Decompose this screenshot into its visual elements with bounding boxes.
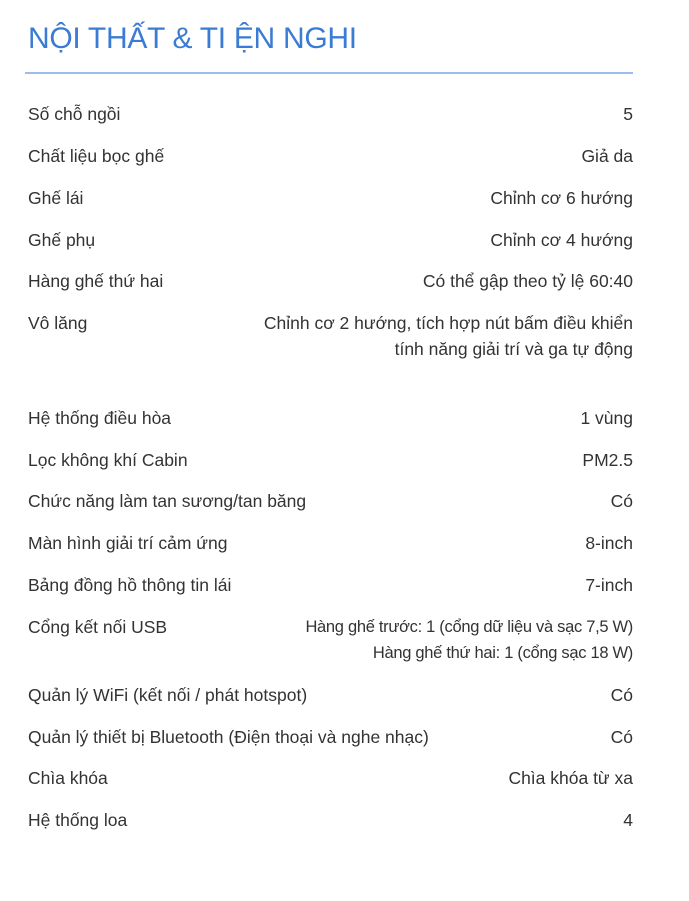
spec-label: Màn hình giải trí cảm ứng	[28, 533, 228, 553]
spec-value: Có thể gập theo tỷ lệ 60:40	[422, 271, 633, 291]
spec-value: PM2.5	[582, 450, 633, 470]
spec-label: Hệ thống loa	[28, 810, 128, 830]
spec-label: Hệ thống điều hòa	[28, 408, 172, 428]
spec-label: Chức năng làm tan sương/tan băng	[28, 491, 307, 511]
spec-row-second-row	[28, 268, 633, 294]
spec-label: Số chỗ ngồi	[28, 104, 121, 124]
spec-value: 8-inch	[585, 533, 633, 553]
spec-label: Quản lý WiFi (kết nối / phát hotspot)	[28, 685, 308, 705]
spec-row-air-conditioning	[28, 405, 633, 431]
spec-label: Cổng kết nối USB	[28, 617, 168, 637]
title-divider	[25, 72, 633, 74]
spec-row-upholstery	[28, 143, 633, 169]
spec-label: Ghế lái	[28, 188, 84, 208]
spec-row-cabin-filter	[28, 447, 633, 473]
spec-label: Bảng đồng hồ thông tin lái	[28, 575, 232, 595]
spec-label: Ghế phụ	[28, 230, 96, 250]
spec-label: Chìa khóa	[28, 768, 108, 788]
spec-value: 5	[623, 104, 633, 124]
spec-value: Hàng ghế trước: 1 (cổng dữ liệu và sạc 7,5 W) Hàng ghế thứ hai: 1 (cổng sạc 18 W)	[305, 618, 633, 662]
spec-value: Chỉnh cơ 4 hướng	[490, 230, 633, 250]
spec-row-defrost	[28, 488, 633, 514]
spec-row-driver-seat	[28, 185, 633, 211]
spec-label: Vô lăng	[28, 313, 88, 333]
section-title: NỘI THẤT & TI ỆN NGHI	[28, 22, 357, 55]
spec-row-usb-ports	[28, 614, 633, 666]
spec-value: Chỉnh cơ 2 hướng, tích hợp nút bấm điều khiển tính năng giải trí và ga tự động	[263, 313, 633, 359]
spec-label: Chất liệu bọc ghế	[28, 146, 165, 166]
spec-label: Hàng ghế thứ hai	[28, 271, 164, 291]
spec-value: Có	[610, 685, 633, 705]
spec-row-wifi	[28, 682, 633, 708]
spec-value: Có	[610, 727, 633, 747]
spec-value: Chìa khóa từ xa	[508, 768, 633, 788]
spec-value: 7-inch	[585, 575, 633, 595]
spec-row-bluetooth	[28, 724, 633, 750]
spec-row-speakers	[28, 807, 633, 833]
spec-row-passenger-seat	[28, 227, 633, 253]
spec-value: Có	[610, 491, 633, 511]
spec-label: Quản lý thiết bị Bluetooth (Điện thoại và nghe nhạc)	[28, 727, 429, 747]
spec-row-key	[28, 765, 633, 791]
spec-row-instrument-cluster	[28, 572, 633, 598]
spec-value: 1 vùng	[580, 408, 633, 428]
spec-value: Chỉnh cơ 6 hướng	[490, 188, 633, 208]
spec-row-seats	[28, 101, 633, 127]
spec-row-steering-wheel	[28, 310, 633, 362]
spec-row-touchscreen	[28, 530, 633, 556]
spec-label: Lọc không khí Cabin	[28, 450, 188, 470]
spec-value: Giả da	[581, 146, 633, 166]
spec-value: 4	[623, 810, 633, 830]
